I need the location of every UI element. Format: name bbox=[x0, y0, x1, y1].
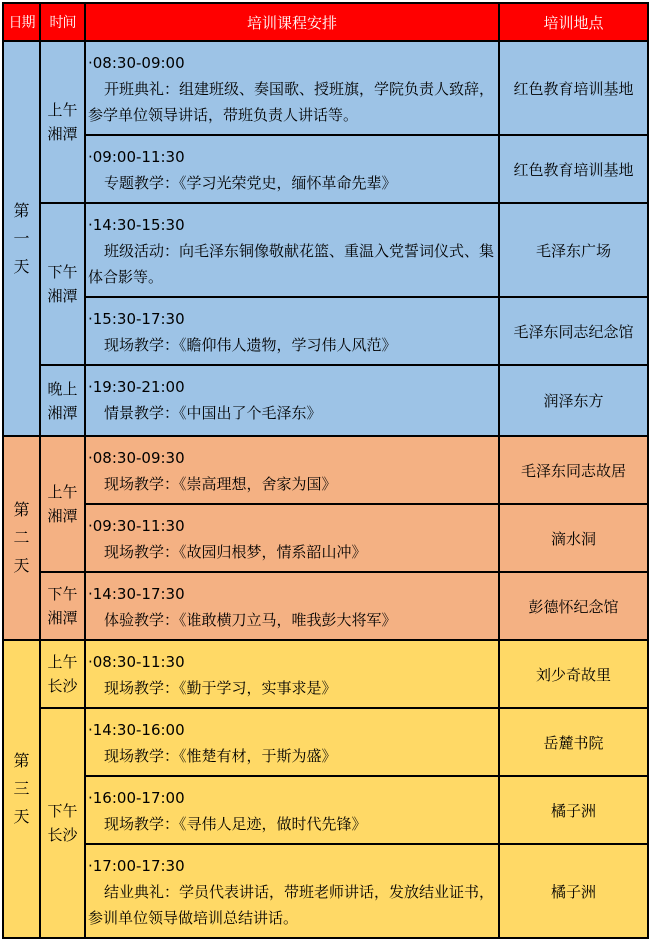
day-label: 第三天 bbox=[13, 751, 30, 826]
course-cell bbox=[85, 297, 499, 365]
period-label: 晚上湘潭 bbox=[47, 379, 78, 422]
location-cell: 润泽东方 bbox=[499, 365, 648, 436]
table-row bbox=[3, 436, 648, 504]
course-cell bbox=[85, 572, 499, 640]
location-cell: 橘子洲 bbox=[499, 776, 648, 844]
day-label: 第二天 bbox=[13, 500, 30, 575]
day-cell bbox=[3, 436, 40, 640]
day-cell bbox=[3, 640, 40, 938]
location-cell: 毛泽东同志故居 bbox=[499, 436, 648, 504]
course-cell bbox=[85, 41, 499, 135]
course-desc: 结业典礼：学员代表讲话，带班老师讲话，发放结业证书，参训单位领导做培训总结讲话。 bbox=[88, 883, 495, 927]
time-range: ·08:30-09:30 bbox=[88, 449, 185, 467]
period-label: 下午长沙 bbox=[47, 802, 78, 844]
period-label: 下午湘潭 bbox=[47, 585, 78, 627]
period-cell bbox=[40, 708, 85, 938]
period-label: 下午湘潭 bbox=[47, 263, 78, 305]
course-desc: 现场教学：《勤于学习，实事求是》 bbox=[104, 679, 337, 697]
location-cell: 红色教育培训基地 bbox=[499, 135, 648, 203]
course-cell bbox=[85, 844, 499, 938]
header-location: 培训地点 bbox=[499, 3, 648, 41]
course-desc: 情景教学：《中国出了个毛泽东》 bbox=[104, 404, 322, 422]
time-range: ·09:30-11:30 bbox=[88, 517, 185, 535]
schedule-table bbox=[2, 2, 649, 939]
period-label: 上午长沙 bbox=[47, 653, 78, 695]
course-desc: 现场教学：《惟楚有材，于斯为盛》 bbox=[104, 747, 337, 765]
period-label: 上午湘潭 bbox=[47, 101, 78, 143]
table-row bbox=[3, 504, 648, 572]
period-label: 上午湘潭 bbox=[47, 483, 78, 525]
course-desc: 专题教学：《学习光荣党史，缅怀革命先辈》 bbox=[104, 174, 397, 192]
course-cell bbox=[85, 776, 499, 844]
location-cell: 橘子洲 bbox=[499, 844, 648, 938]
period-cell bbox=[40, 436, 85, 572]
header-course: 培训课程安排 bbox=[85, 3, 499, 41]
course-cell bbox=[85, 203, 499, 297]
period-cell bbox=[40, 41, 85, 203]
location-cell: 彭德怀纪念馆 bbox=[499, 572, 648, 640]
day-label: 第一天 bbox=[13, 200, 30, 276]
time-range: ·19:30-21:00 bbox=[88, 378, 185, 396]
table-row bbox=[3, 135, 648, 203]
location-cell: 滴水洞 bbox=[499, 504, 648, 572]
table-row bbox=[3, 41, 648, 135]
course-cell bbox=[85, 436, 499, 504]
course-cell bbox=[85, 365, 499, 436]
course-desc: 现场教学：《崇高理想，舍家为国》 bbox=[104, 475, 337, 493]
time-range: ·08:30-09:00 bbox=[88, 54, 185, 72]
period-cell bbox=[40, 572, 85, 640]
time-range: ·14:30-15:30 bbox=[88, 216, 185, 234]
day-cell bbox=[3, 41, 40, 436]
course-desc: 班级活动：向毛泽东铜像敬献花篮、重温入党誓词仪式、集体合影等。 bbox=[88, 242, 495, 286]
course-desc: 现场教学：《寻伟人足迹，做时代先锋》 bbox=[104, 815, 367, 833]
location-cell: 岳麓书院 bbox=[499, 708, 648, 776]
header-row bbox=[3, 3, 648, 41]
course-desc: 现场教学：《瞻仰伟人遗物，学习伟人风范》 bbox=[104, 336, 397, 354]
location-cell: 毛泽东同志纪念馆 bbox=[499, 297, 648, 365]
table-row bbox=[3, 640, 648, 708]
course-desc: 现场教学：《故园归根梦，情系韶山冲》 bbox=[104, 543, 367, 561]
course-desc: 开班典礼：组建班级、奏国歌、授班旗，学院负责人致辞，参学单位领导讲话，带班负责人讲话等。 bbox=[88, 80, 495, 124]
time-range: ·15:30-17:30 bbox=[88, 310, 185, 328]
period-cell bbox=[40, 365, 85, 436]
period-cell bbox=[40, 640, 85, 708]
table-row bbox=[3, 203, 648, 297]
table-row bbox=[3, 844, 648, 938]
table-row bbox=[3, 776, 648, 844]
table-row bbox=[3, 708, 648, 776]
header-date: 日期 bbox=[3, 3, 40, 41]
course-desc: 体验教学：《谁敢横刀立马，唯我彭大将军》 bbox=[104, 611, 397, 629]
header-time: 时间 bbox=[40, 3, 85, 41]
location-cell: 红色教育培训基地 bbox=[499, 41, 648, 135]
time-range: ·14:30-16:00 bbox=[88, 721, 185, 739]
time-range: ·09:00-11:30 bbox=[88, 148, 185, 166]
period-cell bbox=[40, 203, 85, 365]
course-cell bbox=[85, 504, 499, 572]
time-range: ·16:00-17:00 bbox=[88, 789, 185, 807]
table-row bbox=[3, 297, 648, 365]
location-cell: 毛泽东广场 bbox=[499, 203, 648, 297]
time-range: ·14:30-17:30 bbox=[88, 585, 185, 603]
table-row bbox=[3, 365, 648, 436]
table-row bbox=[3, 572, 648, 640]
time-range: ·08:30-11:30 bbox=[88, 653, 185, 671]
course-cell bbox=[85, 135, 499, 203]
time-range: ·17:00-17:30 bbox=[88, 857, 185, 875]
course-cell bbox=[85, 640, 499, 708]
location-cell: 刘少奇故里 bbox=[499, 640, 648, 708]
course-cell bbox=[85, 708, 499, 776]
